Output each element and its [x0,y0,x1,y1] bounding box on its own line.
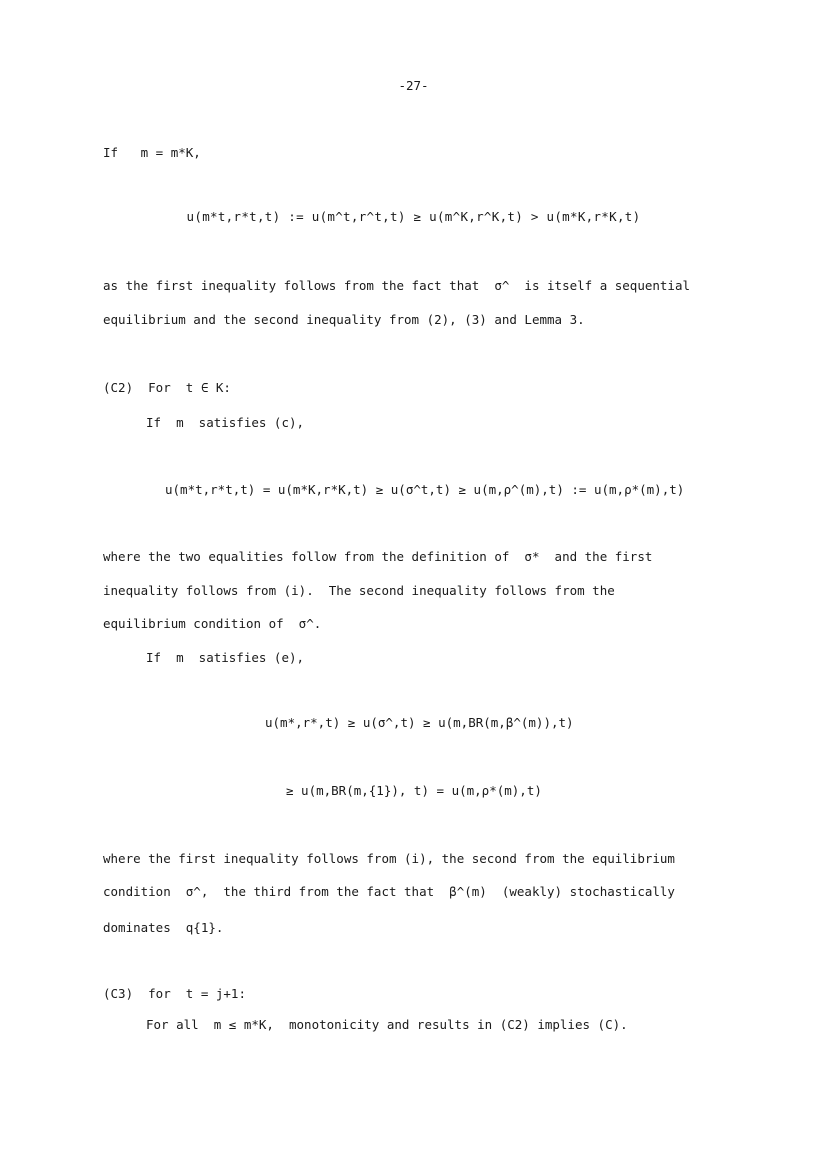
case-heading-c2: (C2) For t ∈ K: [103,380,231,395]
paragraph-line: equilibrium condition of σ^. [103,616,322,631]
paragraph-line: where the first inequality follows from (i), the second from the equilibrium [103,851,675,866]
condition-line: If m satisfies (e), [146,650,305,665]
equation-4: ≥ u(m,BR(m,{1}), t) = u(m,ρ*(m),t) [286,783,542,798]
equation-2: u(m*t,r*t,t) = u(m*K,r*K,t) ≥ u(σ^t,t) ≥ u(m,ρ^(m),t) := u(m,ρ*(m),t) [165,482,685,497]
condition-line: If m satisfies (c), [146,415,305,430]
paragraph-line: equilibrium and the second inequality from (2), (3) and Lemma 3. [103,312,585,327]
paragraph-line: For all m ≤ m*K, monotonicity and results in (C2) implies (C). [146,1017,628,1032]
equation-1: u(m*t,r*t,t) := u(m^t,r^t,t) ≥ u(m^K,r^K,t) > u(m*K,r*K,t) [186,209,641,224]
paragraph-line: inequality follows from (i). The second inequality follows from the [103,583,615,598]
paragraph-line: condition σ^, the third from the fact that β^(m) (weakly) stochastically [103,884,675,899]
paragraph-line: where the two equalities follow from the definition of σ* and the first [103,549,653,564]
paragraph-line: as the first inequality follows from the fact that σ^ is itself a sequential [103,278,690,293]
page-number: -27- [398,78,429,93]
case-heading-c3: (C3) for t = j+1: [103,986,246,1001]
equation-3: u(m*,r*,t) ≥ u(σ^,t) ≥ u(m,BR(m,β^(m)),t) [265,715,574,730]
condition-line: If m = m*K, [103,145,201,160]
paragraph-line: dominates q{1}. [103,920,224,935]
